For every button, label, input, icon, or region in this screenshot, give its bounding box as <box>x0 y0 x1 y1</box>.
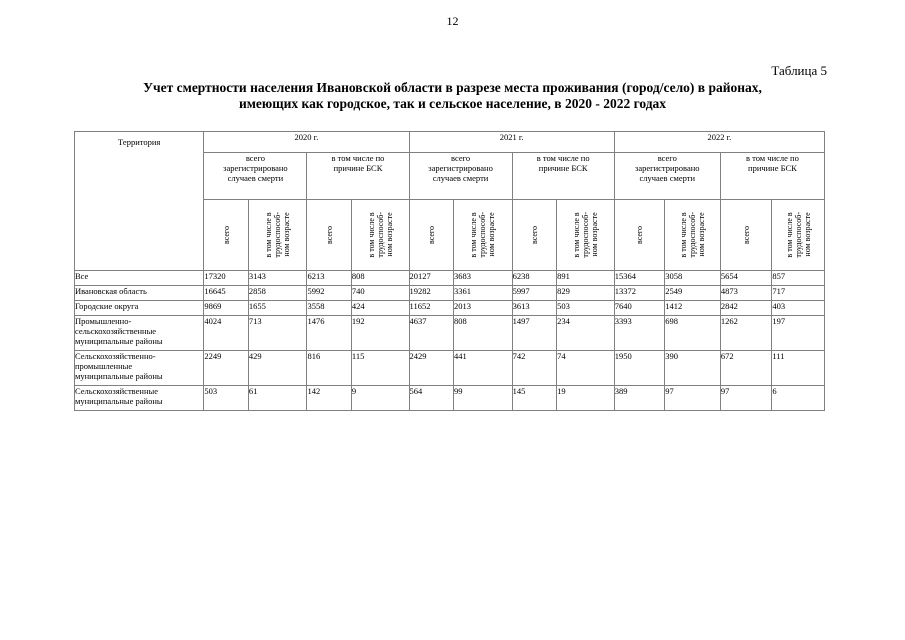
table-cell: 672 <box>720 351 772 386</box>
title-line-2: имеющих как городское, так и сельское население, в 2020 - 2022 годах <box>238 96 667 111</box>
header-total-deaths <box>614 153 720 200</box>
territory-name-line: Все <box>75 271 89 281</box>
header-text-line: случаев смерти <box>639 173 696 183</box>
header-text-line: ном возрасте <box>282 212 292 258</box>
table-cell: 503 <box>557 301 615 316</box>
header-sub-all <box>720 200 772 271</box>
territory-name-line: сельскохозяйственные <box>75 326 157 336</box>
territory-name <box>75 271 204 286</box>
header-text-line: трудоспособ- <box>580 212 590 258</box>
table-cell: 424 <box>351 301 409 316</box>
table-cell: 97 <box>665 386 721 411</box>
table-cell: 20127 <box>409 271 453 286</box>
table-cell: 97 <box>720 386 772 411</box>
table-row <box>75 351 825 386</box>
table-cell: 441 <box>454 351 513 386</box>
header-year-2020: 2020 г. <box>204 132 409 153</box>
header-text-rotated: всего <box>426 225 436 244</box>
table-row <box>75 301 825 316</box>
table-cell: 6 <box>772 386 825 411</box>
table-cell: 3393 <box>614 316 665 351</box>
header-text-rotated: всего <box>324 225 334 244</box>
table-cell: 2249 <box>204 351 248 386</box>
table-cell: 61 <box>248 386 307 411</box>
page-number: 12 <box>446 14 459 28</box>
table-cell: 2429 <box>409 351 453 386</box>
table-cell: 4873 <box>720 286 772 301</box>
header-text-line: в том числе по <box>536 153 590 163</box>
table-cell: 3558 <box>307 301 351 316</box>
title-line-1: Учет смертности населения Ивановской области в разрезе места проживания (город/село) в районах, <box>143 80 762 95</box>
table-cell: 1950 <box>614 351 665 386</box>
header-text-line: ном возрасте <box>589 212 599 258</box>
table-cell: 142 <box>307 386 351 411</box>
table-cell: 115 <box>351 351 409 386</box>
table-cell: 19282 <box>409 286 453 301</box>
header-text-rotated: всего <box>741 225 751 244</box>
mortality-table <box>74 131 825 411</box>
header-text-line: трудоспособ- <box>375 212 385 258</box>
table-cell: 3143 <box>248 271 307 286</box>
table-cell: 2858 <box>248 286 307 301</box>
table-cell: 1497 <box>512 316 556 351</box>
header-year-2022: 2022 г. <box>614 132 824 153</box>
territory-name-line: Сельскохозяйственные <box>75 386 158 396</box>
header-sub-all <box>512 200 556 271</box>
territory-name-line: Городские округа <box>75 301 139 311</box>
table-cell: 2549 <box>665 286 721 301</box>
table-cell: 816 <box>307 351 351 386</box>
header-text-line: зарегистрировано <box>634 163 700 173</box>
territory-name <box>75 316 204 351</box>
header-text-line: в том числе в <box>784 212 794 258</box>
table-cell: 5654 <box>720 271 772 286</box>
table-row <box>75 386 825 411</box>
header-text-line: в том числе в <box>679 212 689 258</box>
table-cell: 5997 <box>512 286 556 301</box>
header-sub-working-age <box>454 200 513 271</box>
header-sub-working-age <box>772 200 825 271</box>
table-cell: 111 <box>772 351 825 386</box>
header-sub-working-age <box>248 200 307 271</box>
header-text-line: в том числе в <box>571 212 581 258</box>
header-text-rotated: всего <box>529 225 539 244</box>
header-text-line: трудоспособ- <box>273 212 283 258</box>
header-sub-working-age <box>351 200 409 271</box>
territory-name-line: Промышленно- <box>75 316 132 326</box>
table-cell: 4024 <box>204 316 248 351</box>
header-text-line: ном возрасте <box>384 212 394 258</box>
territory-name <box>75 351 204 386</box>
header-text-line: трудоспособ- <box>688 212 698 258</box>
table-cell: 390 <box>665 351 721 386</box>
table-label: Таблица 5 <box>771 63 827 78</box>
table-cell: 192 <box>351 316 409 351</box>
table-cell: 6238 <box>512 271 556 286</box>
table-cell: 808 <box>454 316 513 351</box>
territory-name-line: Ивановская область <box>75 286 147 296</box>
table-cell: 503 <box>204 386 248 411</box>
table-cell: 3683 <box>454 271 513 286</box>
table-cell: 7640 <box>614 301 665 316</box>
table-cell: 13372 <box>614 286 665 301</box>
table-cell: 713 <box>248 316 307 351</box>
table-cell: 1412 <box>665 301 721 316</box>
territory-name <box>75 301 204 316</box>
header-text-line: ном возрасте <box>697 212 707 258</box>
territory-name <box>75 286 204 301</box>
header-text-rotated <box>367 212 394 258</box>
header-bsk-deaths <box>720 153 824 200</box>
header-territory: Территория <box>75 132 204 271</box>
table-cell: 403 <box>772 301 825 316</box>
header-text-line: в том числе в <box>264 212 274 258</box>
table-cell: 857 <box>772 271 825 286</box>
table-title <box>40 80 865 112</box>
table-cell: 9 <box>351 386 409 411</box>
table-cell: 698 <box>665 316 721 351</box>
header-text-line: в том числе в <box>469 212 479 258</box>
header-text-line: ном возрасте <box>487 212 497 258</box>
table-cell: 740 <box>351 286 409 301</box>
table-cell: 9869 <box>204 301 248 316</box>
header-bsk-deaths <box>307 153 409 200</box>
table-cell: 145 <box>512 386 556 411</box>
header-text-rotated <box>572 212 599 258</box>
table-cell: 564 <box>409 386 453 411</box>
table-cell: 16645 <box>204 286 248 301</box>
header-text-line: в том числе в <box>366 212 376 258</box>
table-cell: 99 <box>454 386 513 411</box>
table-cell: 389 <box>614 386 665 411</box>
header-text-line: трудоспособ- <box>793 212 803 258</box>
territory-name <box>75 386 204 411</box>
table-cell: 1655 <box>248 301 307 316</box>
table-cell: 2842 <box>720 301 772 316</box>
table-cell: 17320 <box>204 271 248 286</box>
table-cell: 717 <box>772 286 825 301</box>
table-cell: 15364 <box>614 271 665 286</box>
header-sub-all <box>409 200 453 271</box>
table-cell: 742 <box>512 351 556 386</box>
table-cell: 3613 <box>512 301 556 316</box>
header-sub-working-age <box>665 200 721 271</box>
header-text-line: причине БСК <box>748 163 797 173</box>
header-text-line: причине БСК <box>538 163 588 173</box>
table-cell: 11652 <box>409 301 453 316</box>
territory-name-line: муниципальные районы <box>75 396 163 406</box>
territory-name-line: муниципальные районы <box>75 371 163 381</box>
table-cell: 429 <box>248 351 307 386</box>
header-text-rotated: всего <box>221 225 231 244</box>
table-cell: 5992 <box>307 286 351 301</box>
table-cell: 3361 <box>454 286 513 301</box>
header-year-2021: 2021 г. <box>409 132 614 153</box>
header-text-rotated: всего <box>634 225 644 244</box>
table-cell: 808 <box>351 271 409 286</box>
header-sub-working-age <box>557 200 615 271</box>
table-row <box>75 316 825 351</box>
header-bsk-deaths <box>512 153 614 200</box>
territory-name-line: промышленные <box>75 361 133 371</box>
header-sub-all <box>614 200 665 271</box>
header-text-rotated <box>469 212 496 258</box>
table-row <box>75 271 825 286</box>
table-cell: 891 <box>557 271 615 286</box>
table-cell: 1476 <box>307 316 351 351</box>
header-text-line: трудоспособ- <box>478 212 488 258</box>
header-text-line: всего <box>451 153 471 163</box>
table-cell: 829 <box>557 286 615 301</box>
table-cell: 6213 <box>307 271 351 286</box>
header-text-line: всего <box>245 153 265 163</box>
territory-name-line: Сельскохозяйственно- <box>75 351 156 361</box>
header-text-line: зарегистрировано <box>223 163 288 173</box>
header-text-line: причине БСК <box>333 163 383 173</box>
header-text-rotated <box>785 212 812 258</box>
header-text-rotated <box>679 212 706 258</box>
header-text-line: в том числе по <box>745 153 799 163</box>
territory-name-line: муниципальные районы <box>75 336 163 346</box>
table-row <box>75 286 825 301</box>
table-cell: 19 <box>557 386 615 411</box>
table-cell: 2013 <box>454 301 513 316</box>
header-text-line: в том числе по <box>331 153 385 163</box>
header-text-line: ном возрасте <box>802 212 812 258</box>
header-total-deaths <box>409 153 512 200</box>
header-text-line: случаев смерти <box>227 173 284 183</box>
table-cell: 1262 <box>720 316 772 351</box>
table-cell: 74 <box>557 351 615 386</box>
header-text-rotated <box>264 212 291 258</box>
header-sub-all <box>204 200 248 271</box>
header-text-line: всего <box>657 153 677 163</box>
table-cell: 234 <box>557 316 615 351</box>
header-text-line: случаев смерти <box>432 173 489 183</box>
table-cell: 3058 <box>665 271 721 286</box>
header-text-line: зарегистрировано <box>428 163 493 173</box>
table-cell: 4637 <box>409 316 453 351</box>
table-cell: 197 <box>772 316 825 351</box>
header-sub-all <box>307 200 351 271</box>
header-total-deaths <box>204 153 307 200</box>
